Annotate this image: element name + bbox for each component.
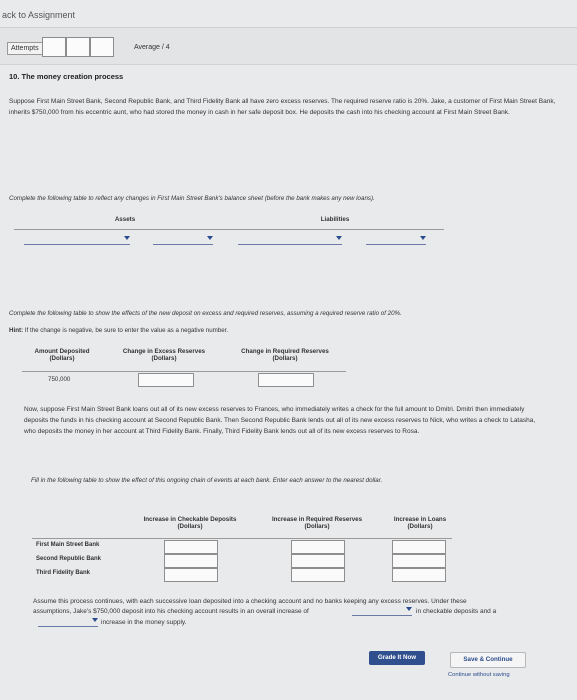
- balance-sheet-instruction: Complete the following table to reflect any changes in First Main Street Bank's balance sheet (before the bank makes any new loans).: [9, 195, 375, 202]
- chain-instruction: Fill in the following table to show the effect of this ongoing chain of events at each bank. Enter each answer to the nearest dollar.: [31, 477, 383, 484]
- third-bank-loans-input[interactable]: [392, 568, 446, 582]
- hint-body: If the change is negative, be sure to enter the value as a negative number.: [24, 327, 229, 334]
- deposit-value: 750,000: [48, 376, 71, 383]
- header-line: Increase in Required Reserves: [271, 516, 363, 523]
- required-reserves-input[interactable]: [258, 373, 314, 387]
- liabilities-value-dropdown[interactable]: [366, 235, 426, 245]
- average-score: Average / 4: [134, 44, 170, 51]
- chain-divider: [32, 538, 452, 539]
- attempts-label: Attempts: [7, 42, 43, 55]
- header-line: Change in Required Reserves: [241, 348, 329, 355]
- assets-item-dropdown[interactable]: [24, 235, 130, 245]
- conclusion-line-3: increase in the money supply.: [101, 619, 187, 626]
- assets-header: Assets: [114, 216, 136, 223]
- chevron-down-icon: [406, 607, 412, 611]
- conclusion-line-2: assumptions, Jake's $750,000 deposit into his checking account results in an overall increase of: [33, 608, 309, 615]
- excess-reserves-header: [108, 348, 220, 362]
- question-title: 10. The money creation process: [9, 72, 124, 81]
- attempt-box-2: [66, 37, 90, 57]
- liabilities-header: Liabilities: [320, 216, 350, 223]
- bank-row-label: Second Republic Bank: [36, 556, 102, 562]
- liabilities-item-dropdown[interactable]: [238, 235, 342, 245]
- bank-row-label: Third Fidelity Bank: [36, 570, 91, 576]
- chevron-down-icon: [336, 236, 342, 240]
- header-line: Increase in Checkable Deposits: [143, 516, 237, 523]
- header-line: Increase in Loans: [393, 516, 447, 523]
- first-bank-loans-input[interactable]: [392, 540, 446, 554]
- excess-reserves-input[interactable]: [138, 373, 194, 387]
- attempt-box-3: [90, 37, 114, 57]
- assets-value-dropdown[interactable]: [153, 235, 213, 245]
- header-unit: (Dollars): [177, 523, 203, 530]
- second-bank-required-input[interactable]: [291, 554, 345, 568]
- header-unit: (Dollars): [151, 355, 177, 362]
- bank-row-label: First Main Street Bank: [36, 542, 100, 548]
- grade-it-now-button[interactable]: Grade It Now: [369, 651, 425, 665]
- reserves-instruction: Complete the following table to show the effects of the new deposit on excess and required reserves, assuming a required reserve ratio of 20%.: [9, 310, 402, 317]
- third-bank-required-input[interactable]: [291, 568, 345, 582]
- conclusion-line-2b: in checkable deposits and a: [416, 608, 497, 615]
- balance-sheet-divider: [14, 229, 444, 230]
- amount-deposited-header: [22, 348, 102, 362]
- chevron-down-icon: [124, 236, 130, 240]
- header-unit: (Dollars): [272, 355, 298, 362]
- conclusion-line-1: Assume this process continues, with each successive loan deposited into a checking account and no banks keeping any excess reserves. Under these: [33, 598, 467, 605]
- chain-description: Now, suppose First Main Street Bank loans out all of its new excess reserves to Frances, who immediately writes a check for the full amount to Dmitri. Dmitri then immediately deposits the funds in his checking account at Second Republic Bank. Then Second Republic Bank lends out all of its new excess reserves to Nick, who writes a check to Latasha, who deposits the money in her account at Third Fidelity Bank. Finally, Third Fidelity Bank lends out all of its new excess reserves to Rosa.: [24, 406, 536, 435]
- loans-header: [382, 516, 458, 530]
- overall-increase-dropdown[interactable]: [352, 606, 412, 616]
- second-bank-deposits-input[interactable]: [164, 554, 218, 568]
- money-supply-dropdown[interactable]: [38, 617, 98, 627]
- save-continue-button[interactable]: Save & Continue: [450, 652, 526, 668]
- checkable-deposits-header: [126, 516, 254, 530]
- hint-label: Hint:: [9, 327, 24, 334]
- chevron-down-icon: [420, 236, 426, 240]
- first-bank-required-input[interactable]: [291, 540, 345, 554]
- reserves-divider: [22, 371, 346, 372]
- continue-without-saving-link[interactable]: Continue without saving: [448, 672, 510, 678]
- third-bank-deposits-input[interactable]: [164, 568, 218, 582]
- header-unit: (Dollars): [407, 523, 433, 530]
- question-intro: Suppose First Main Street Bank, Second Republic Bank, and Third Fidelity Bank all have zero excess reserves. The required reserve ratio is 20%. Jake, a customer of First Main Street Bank, inherits $750,000 from his eccentric aunt, who had stored the money in cash in her safe deposit box. He deposits the cash into his checking account at First Main Street Bank.: [9, 98, 556, 116]
- second-bank-loans-input[interactable]: [392, 554, 446, 568]
- chevron-down-icon: [92, 618, 98, 622]
- required-reserves-increase-header: [256, 516, 378, 530]
- required-reserves-header: [225, 348, 345, 362]
- header-line: Amount Deposited: [34, 348, 90, 355]
- attempt-box-1: [42, 37, 66, 57]
- hint-text: [9, 325, 561, 336]
- chevron-down-icon: [207, 236, 213, 240]
- back-to-assignment-link[interactable]: ack to Assignment: [2, 10, 76, 20]
- header-unit: (Dollars): [49, 355, 75, 362]
- first-bank-deposits-input[interactable]: [164, 540, 218, 554]
- header-line: Change in Excess Reserves: [122, 348, 206, 355]
- header-unit: (Dollars): [304, 523, 330, 530]
